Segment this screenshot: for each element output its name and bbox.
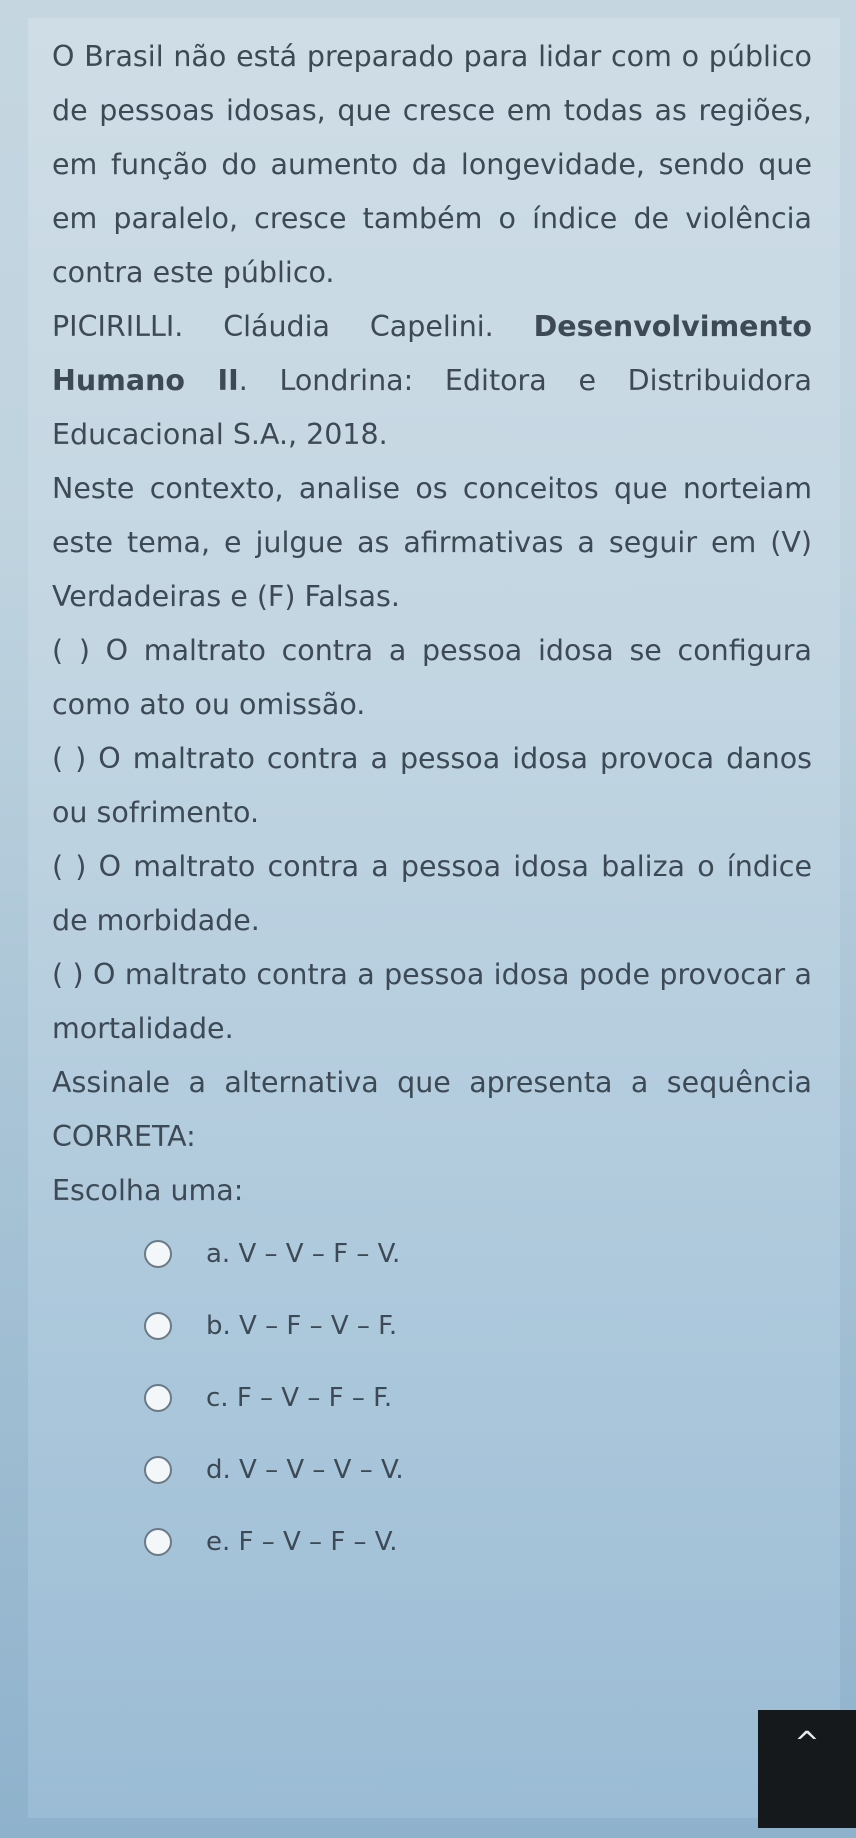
answer-options (52, 1218, 812, 1578)
question-instruction: Assinale a alternativa que apresenta a sequência CORRETA: (52, 1066, 812, 1153)
question-quote: O Brasil não está preparado para lidar com o público de pessoas idosas, que cresce em todas as regiões, em função do aumento da longevidade, sendo que em paralelo, cresce também o índice de violência contra este público. (52, 40, 812, 289)
radio-button-d[interactable] (144, 1456, 172, 1484)
reference-citation (52, 300, 812, 462)
answer-option-e[interactable] (144, 1506, 812, 1578)
answer-option-d[interactable] (144, 1434, 812, 1506)
radio-button-e[interactable] (144, 1528, 172, 1556)
statement-3: ( ) O maltrato contra a pessoa idosa baliza o índice de morbidade. (52, 850, 812, 937)
chevron-up-icon: ^ (794, 1726, 820, 1761)
radio-button-b[interactable] (144, 1312, 172, 1340)
answer-option-label: e. F – V – F – V. (206, 1527, 398, 1557)
choose-label: Escolha uma: (52, 1174, 244, 1207)
answer-option-b[interactable] (144, 1290, 812, 1362)
answer-option-label: b. V – F – V – F. (206, 1311, 398, 1341)
statement-4: ( ) O maltrato contra a pessoa idosa pode provocar a mortalidade. (52, 958, 812, 1045)
answer-option-a[interactable] (144, 1218, 812, 1290)
reference-publisher: . Londrina: Editora e Distribuidora Educacional S.A., 2018. (52, 364, 812, 451)
statement-2: ( ) O maltrato contra a pessoa idosa provoca danos ou sofrimento. (52, 742, 812, 829)
answer-option-label: d. V – V – V – V. (206, 1455, 404, 1485)
scroll-to-top-button[interactable] (758, 1710, 856, 1828)
statement-1: ( ) O maltrato contra a pessoa idosa se configura como ato ou omissão. (52, 634, 812, 721)
radio-button-a[interactable] (144, 1240, 172, 1268)
question-intro: Neste contexto, analise os conceitos que norteiam este tema, e julgue as afirmativas a seguir em (V) Verdadeiras e (F) Falsas. (52, 472, 812, 613)
radio-button-c[interactable] (144, 1384, 172, 1412)
question-content (52, 30, 812, 1578)
reference-author: PICIRILLI. Cláudia Capelini. (52, 310, 534, 343)
reference-title: Desenvolvimento Humano II (52, 310, 812, 397)
answer-option-label: a. V – V – F – V. (206, 1239, 401, 1269)
answer-option-c[interactable] (144, 1362, 812, 1434)
answer-option-label: c. F – V – F – F. (206, 1383, 393, 1413)
